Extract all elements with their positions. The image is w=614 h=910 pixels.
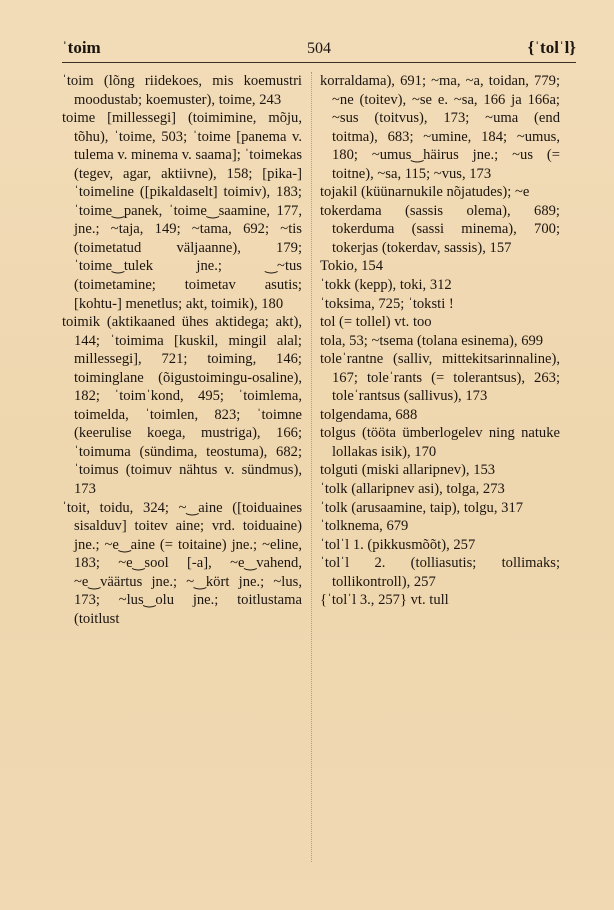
entry: ˈtoim (lõng riidekoes, mis koemustri moodustab; koemuster), toime, 243 [62, 73, 302, 108]
entry: ˈtolˈl 1. (pikkusmõõt), 257 [320, 536, 476, 553]
entry: tojakil (küünarnukile nõjatudes); ~e [320, 184, 530, 201]
entry: tolgendama, 688 [320, 406, 418, 423]
entry: tokerdama (sassis olema), 689; tokerduma (sassi minema), 700; tokerjas (tokerdav, sassis), 157 [320, 202, 560, 256]
entry: ˈtolk (allaripnev asi), tolga, 273 [320, 481, 505, 498]
entry: Tokio, 154 [320, 258, 384, 275]
entry: ˈtolk (arusaamine, taip), tolgu, 317 [320, 499, 524, 516]
entry: ˈtolˈl 2. (tolliasutis; tollimaks; tollikontroll), 257 [320, 555, 560, 590]
entry: tol (= tollel) vt. too [320, 314, 432, 331]
right-column [320, 72, 560, 872]
entry: {ˈtolˈl 3., 257} vt. tull [320, 592, 449, 609]
entry: tolgus (tööta ümberlogelev ning natuke lollakas isik), 170 [320, 425, 560, 460]
header-last-headword: {ˈtolˈl} [527, 38, 576, 57]
page-header [62, 36, 576, 62]
entry: tolguti (miski allaripnev), 153 [320, 462, 496, 479]
column-divider [311, 72, 312, 862]
left-column [62, 72, 302, 872]
entry: toleˈrantne (salliv, mittekitsarinnaline), 167; toleˈrants (= tolerantsus), 263; toleˈrantsus (sallivus), 173 [320, 351, 560, 405]
entry: toimik (aktikaaned ühes aktidega; akt), 144; ˈtoimima [kuskil, mingil alal; millessegi], 721; toiming, 146; toiminglane (õigustoimingu-osaline), 182; ˈtoimˈkond, 495; ˈtoimlema, toimelda, ˈtoimlen, 823; ˈtoimne (keerulise koega, mustriga), 166; ˈtoimuma (sündima, teostuma), 682; ˈtoimus (toimuv nähtus v. sündmus), 173 [62, 314, 302, 498]
entry: ˈtoit, toidu, 324; ~‿aine ([toiduaines sisalduv] toitev aine; vrd. toiduaine) jne.; ~e‿aine (= toitaine) jne.; ~eline, 183; ~e‿sool [-a], ~e‿vahend, ~e‿väärtus jne.; ~‿kört jne.; ~lus, 173; ~lus‿olu jne.; toitlustama (toitlust [62, 499, 302, 627]
page-number: 504 [307, 40, 331, 57]
entry: korraldama), 691; ~ma, ~a, toidan, 779; ~ne (toitev), ~se e. ~sa, 166 ja 166a; ~sus (toitvus), 173; ~uma (end toitma), 683; ~umine, 184; ~umus, 180; ~umus‿häirus jne.; ~us (= toitne), ~sa, 115; ~vus, 173 [320, 73, 560, 182]
entry: ˈtolknema, 679 [320, 518, 409, 535]
header-rule [62, 62, 576, 63]
entry: toime [millessegi] (toimimine, mõju, tõhu), ˈtoime, 503; ˈtoime [panema v. tulema v. minema v. saama]; ˈtoimekas (tegev, agar, aktiivne), 158; [pika-] ˈtoimeline ([pikaldaselt] toimiv), 183; ˈtoime‿panek, ˈtoime‿saamine, 177, jne.; ~taja, 149; ~tama, 692; ~tis (toimetatud väljaanne), 179; ˈtoime‿tulek jne.; ‿~tus (toimetamine; toimetav asutis; [kohtu-] menetlus; akt, toimik), 180 [62, 110, 302, 312]
header-first-headword: ˈtoim [62, 38, 101, 57]
entry: ˈtokk (kepp), toki, 312 [320, 277, 452, 294]
entry: tola, 53; ~tsema (tolana esinema), 699 [320, 332, 544, 349]
entry: ˈtoksima, 725; ˈtoksti ! [320, 295, 454, 312]
